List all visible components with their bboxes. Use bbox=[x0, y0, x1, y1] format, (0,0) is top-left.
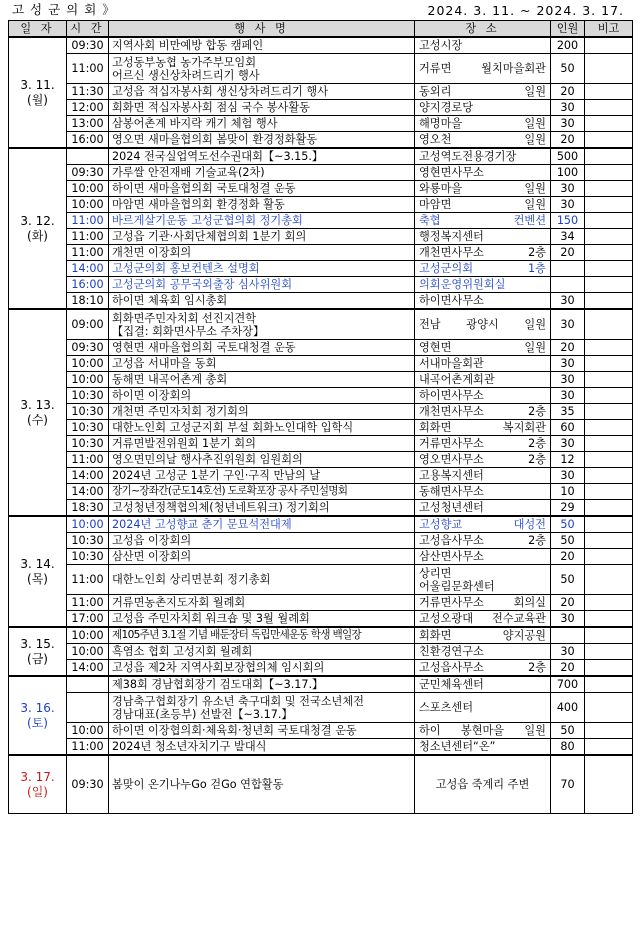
note-cell bbox=[585, 100, 633, 116]
table-row bbox=[9, 595, 633, 611]
note-cell bbox=[585, 356, 633, 372]
event-cell: 고성동부농협 농가주부모임회 어르신 생신상차려드리기 행사 bbox=[109, 54, 415, 84]
place-cell: 영현면 일원 bbox=[415, 340, 551, 356]
time-cell: 11:00 bbox=[67, 565, 109, 595]
count-cell: 30 bbox=[551, 116, 585, 132]
event-cell: 거류면농촌지도자회 월례회 bbox=[109, 595, 415, 611]
event-cell: 2024년 고성군 1분기 구인·구직 만남의 날 bbox=[109, 468, 415, 484]
place-cell: 하이 봉현마을 일원 bbox=[415, 723, 551, 739]
count-cell: 50 bbox=[551, 54, 585, 84]
table-row bbox=[9, 723, 633, 739]
time-cell: 14:00 bbox=[67, 261, 109, 277]
note-cell bbox=[585, 533, 633, 549]
time-cell: 14:00 bbox=[67, 660, 109, 677]
note-cell bbox=[585, 293, 633, 310]
organization-title: 고 성 군 의 회 》 bbox=[12, 2, 116, 17]
place-cell: 개천면사무소 2층 bbox=[415, 245, 551, 261]
table-row bbox=[9, 644, 633, 660]
note-cell bbox=[585, 309, 633, 340]
count-cell: 34 bbox=[551, 229, 585, 245]
place-cell: 행정복지센터 bbox=[415, 229, 551, 245]
event-cell: 경남축구협회장기 유소년 축구대회 및 전국소년체전 경남대표(초등부) 선발전【~3.17.】 bbox=[109, 693, 415, 723]
time-cell: 11:00 bbox=[67, 213, 109, 229]
table-row bbox=[9, 565, 633, 595]
count-cell: 12 bbox=[551, 452, 585, 468]
count-cell: 50 bbox=[551, 516, 585, 533]
event-cell: 2024년 고성향교 춘기 문묘석전대제 bbox=[109, 516, 415, 533]
time-cell: 18:10 bbox=[67, 293, 109, 310]
count-cell: 30 bbox=[551, 100, 585, 116]
event-cell: 삼산면 이장회의 bbox=[109, 549, 415, 565]
day-date-cell bbox=[9, 676, 67, 755]
note-cell bbox=[585, 611, 633, 628]
note-cell bbox=[585, 627, 633, 644]
place-cell: 고성오광대 전수교육관 bbox=[415, 611, 551, 628]
col-header-time: 시 간 bbox=[67, 21, 109, 38]
weekday-label: (금) bbox=[27, 651, 48, 666]
place-cell: 동해면사무소 bbox=[415, 484, 551, 500]
weekday-label: (토) bbox=[27, 715, 48, 730]
time-cell: 11:00 bbox=[67, 54, 109, 84]
time-cell: 09:30 bbox=[67, 37, 109, 54]
place-cell: 청소년센터“온” bbox=[415, 739, 551, 756]
table-row bbox=[9, 309, 633, 340]
count-cell: 29 bbox=[551, 500, 585, 517]
table-row bbox=[9, 277, 633, 293]
event-cell: 고성청년정책협의체(청년네트워크) 정기회의 bbox=[109, 500, 415, 517]
day-date-cell bbox=[9, 37, 67, 148]
table-row bbox=[9, 197, 633, 213]
note-cell bbox=[585, 213, 633, 229]
count-cell: 30 bbox=[551, 611, 585, 628]
event-cell: 고성군의회 홍보컨텐츠 설명회 bbox=[109, 261, 415, 277]
count-cell: 30 bbox=[551, 293, 585, 310]
event-cell: 영현면 새마을협의회 국토대청결 운동 bbox=[109, 340, 415, 356]
time-cell: 11:00 bbox=[67, 595, 109, 611]
schedule-table bbox=[8, 20, 633, 814]
place-cell: 고성향교 대성전 bbox=[415, 516, 551, 533]
note-cell bbox=[585, 676, 633, 693]
count-cell: 20 bbox=[551, 549, 585, 565]
note-cell bbox=[585, 565, 633, 595]
count-cell: 30 bbox=[551, 372, 585, 388]
note-cell bbox=[585, 132, 633, 149]
place-cell: 거류면사무소 회의실 bbox=[415, 595, 551, 611]
date-label: 3. 13. bbox=[20, 397, 55, 412]
count-cell bbox=[551, 277, 585, 293]
time-cell: 10:00 bbox=[67, 197, 109, 213]
count-cell: 30 bbox=[551, 356, 585, 372]
table-row bbox=[9, 100, 633, 116]
place-cell: 상리면 어울림문화센터 bbox=[415, 565, 551, 595]
event-cell: 고성군의회 공무국외출장 심사위원회 bbox=[109, 277, 415, 293]
time-cell: 10:00 bbox=[67, 644, 109, 660]
note-cell bbox=[585, 340, 633, 356]
weekday-label: (화) bbox=[27, 228, 48, 243]
place-cell: 회화면 양지공원 bbox=[415, 627, 551, 644]
table-row bbox=[9, 627, 633, 644]
note-cell bbox=[585, 197, 633, 213]
place-cell: 친환경연구소 bbox=[415, 644, 551, 660]
place-cell: 영오면사무소 2층 bbox=[415, 452, 551, 468]
time-cell: 16:00 bbox=[67, 277, 109, 293]
event-cell: 하이면 새마을협의회 국토대청결 운동 bbox=[109, 181, 415, 197]
count-cell: 20 bbox=[551, 84, 585, 100]
table-row bbox=[9, 516, 633, 533]
event-cell: 장기~장좌간(군도14호선) 도로확포장 공사 주민설명회 bbox=[109, 484, 415, 500]
note-cell bbox=[585, 549, 633, 565]
event-cell: 봄맞이 온기나누Go 걷Go 연합활동 bbox=[109, 755, 415, 814]
table-row bbox=[9, 468, 633, 484]
count-cell: 20 bbox=[551, 595, 585, 611]
event-cell: 하이면 이장협의회·체육회·청년회 국토대청결 운동 bbox=[109, 723, 415, 739]
event-cell: 동해면 내곡어촌계 총회 bbox=[109, 372, 415, 388]
count-cell: 500 bbox=[551, 148, 585, 165]
time-cell: 11:30 bbox=[67, 84, 109, 100]
weekday-label: (목) bbox=[27, 571, 48, 586]
place-cell: 하이면사무소 bbox=[415, 293, 551, 310]
count-cell: 80 bbox=[551, 739, 585, 756]
table-row bbox=[9, 229, 633, 245]
table-row bbox=[9, 372, 633, 388]
day-date-cell bbox=[9, 755, 67, 814]
count-cell bbox=[551, 627, 585, 644]
event-cell: 고성읍 주민자치회 워크숍 및 3월 월례회 bbox=[109, 611, 415, 628]
count-cell: 30 bbox=[551, 197, 585, 213]
note-cell bbox=[585, 468, 633, 484]
note-cell bbox=[585, 404, 633, 420]
day-date-cell bbox=[9, 516, 67, 627]
table-row bbox=[9, 755, 633, 814]
note-cell bbox=[585, 165, 633, 181]
place-cell: 의회운영위원회실 bbox=[415, 277, 551, 293]
note-cell bbox=[585, 37, 633, 54]
time-cell bbox=[67, 148, 109, 165]
time-cell: 09:30 bbox=[67, 165, 109, 181]
time-cell: 10:30 bbox=[67, 388, 109, 404]
time-cell: 17:00 bbox=[67, 611, 109, 628]
place-cell: 고성읍사무소 2층 bbox=[415, 533, 551, 549]
note-cell bbox=[585, 420, 633, 436]
day-date-cell bbox=[9, 309, 67, 516]
time-cell: 10:00 bbox=[67, 372, 109, 388]
count-cell: 30 bbox=[551, 388, 585, 404]
place-cell: 거류면 월치마을회관 bbox=[415, 54, 551, 84]
note-cell bbox=[585, 660, 633, 677]
time-cell bbox=[67, 676, 109, 693]
place-cell: 동외리 일원 bbox=[415, 84, 551, 100]
note-cell bbox=[585, 723, 633, 739]
event-cell: 고성읍 적십자봉사회 생신상차려드리기 행사 bbox=[109, 84, 415, 100]
time-cell: 16:00 bbox=[67, 132, 109, 149]
weekday-label: (일) bbox=[27, 784, 48, 799]
place-cell: 고용복지센터 bbox=[415, 468, 551, 484]
table-row bbox=[9, 420, 633, 436]
table-row bbox=[9, 500, 633, 517]
date-label: 3. 16. bbox=[20, 700, 55, 715]
time-cell: 12:00 bbox=[67, 100, 109, 116]
col-header-count: 인원 bbox=[551, 21, 585, 38]
table-row bbox=[9, 132, 633, 149]
table-row bbox=[9, 388, 633, 404]
time-cell: 09:30 bbox=[67, 755, 109, 814]
place-cell: 내곡어촌계회관 bbox=[415, 372, 551, 388]
count-cell: 30 bbox=[551, 436, 585, 452]
table-row bbox=[9, 484, 633, 500]
table-row bbox=[9, 676, 633, 693]
table-row bbox=[9, 660, 633, 677]
table-row bbox=[9, 293, 633, 310]
time-cell: 10:30 bbox=[67, 436, 109, 452]
note-cell bbox=[585, 229, 633, 245]
event-cell: 영오면민의날 행사추진위원회 임원회의 bbox=[109, 452, 415, 468]
count-cell: 30 bbox=[551, 468, 585, 484]
table-row bbox=[9, 611, 633, 628]
time-cell: 10:30 bbox=[67, 549, 109, 565]
count-cell: 200 bbox=[551, 37, 585, 54]
event-cell: 삼봉어촌계 바지락 캐기 체험 행사 bbox=[109, 116, 415, 132]
place-cell: 영현면사무소 bbox=[415, 165, 551, 181]
table-row bbox=[9, 261, 633, 277]
table-row bbox=[9, 436, 633, 452]
col-header-note: 비고 bbox=[585, 21, 633, 38]
place-cell: 고성읍사무소 2층 bbox=[415, 660, 551, 677]
date-label: 3. 12. bbox=[20, 213, 55, 228]
table-row bbox=[9, 213, 633, 229]
time-cell: 11:00 bbox=[67, 245, 109, 261]
place-cell: 해명마을 일원 bbox=[415, 116, 551, 132]
col-header-place: 장 소 bbox=[415, 21, 551, 38]
note-cell bbox=[585, 84, 633, 100]
event-cell: 회화면 적십자봉사회 점심 국수 봉사활동 bbox=[109, 100, 415, 116]
count-cell: 150 bbox=[551, 213, 585, 229]
note-cell bbox=[585, 54, 633, 84]
table-row bbox=[9, 245, 633, 261]
count-cell bbox=[551, 261, 585, 277]
count-cell: 30 bbox=[551, 644, 585, 660]
count-cell: 35 bbox=[551, 404, 585, 420]
count-cell: 50 bbox=[551, 533, 585, 549]
time-cell: 10:00 bbox=[67, 627, 109, 644]
note-cell bbox=[585, 452, 633, 468]
count-cell: 60 bbox=[551, 420, 585, 436]
event-cell: 거류면발전위원회 1분기 회의 bbox=[109, 436, 415, 452]
note-cell bbox=[585, 644, 633, 660]
table-row bbox=[9, 165, 633, 181]
table-row bbox=[9, 54, 633, 84]
place-cell: 개천면사무소 2층 bbox=[415, 404, 551, 420]
time-cell: 11:00 bbox=[67, 229, 109, 245]
event-cell: 고성읍 기관·사회단체협의회 1분기 회의 bbox=[109, 229, 415, 245]
event-cell: 회화면주민자치회 선진지견학 【집결: 회화면사무소 주차장】 bbox=[109, 309, 415, 340]
event-cell: 지역사회 비만예방 합동 캠페인 bbox=[109, 37, 415, 54]
time-cell: 14:00 bbox=[67, 484, 109, 500]
note-cell bbox=[585, 595, 633, 611]
count-cell: 20 bbox=[551, 340, 585, 356]
place-cell: 고성역도전용경기장 bbox=[415, 148, 551, 165]
place-cell: 마암면 일원 bbox=[415, 197, 551, 213]
count-cell: 30 bbox=[551, 309, 585, 340]
time-cell: 09:30 bbox=[67, 340, 109, 356]
event-cell: 바르게살기운동 고성군협의회 정기총회 bbox=[109, 213, 415, 229]
note-cell bbox=[585, 436, 633, 452]
event-cell: 고성읍 이장회의 bbox=[109, 533, 415, 549]
weekday-label: (월) bbox=[27, 92, 48, 107]
event-cell: 대한노인회 고성군지회 부설 회화노인대학 입학식 bbox=[109, 420, 415, 436]
event-cell: 제38회 경남협회장기 검도대회【~3.17.】 bbox=[109, 676, 415, 693]
time-cell: 11:00 bbox=[67, 452, 109, 468]
time-cell: 10:00 bbox=[67, 723, 109, 739]
schedule-body bbox=[9, 37, 633, 814]
note-cell bbox=[585, 500, 633, 517]
place-cell: 회화면 복지회관 bbox=[415, 420, 551, 436]
event-cell: 제105주년 3.1절 기념 배둔장터 독립만세운동 학생 백일장 bbox=[109, 627, 415, 644]
place-cell: 양지경로당 bbox=[415, 100, 551, 116]
table-row bbox=[9, 404, 633, 420]
event-cell: 2024 전국실업역도선수권대회【~3.15.】 bbox=[109, 148, 415, 165]
event-cell: 2024년 청소년자치기구 발대식 bbox=[109, 739, 415, 756]
table-row bbox=[9, 84, 633, 100]
count-cell: 70 bbox=[551, 755, 585, 814]
count-cell: 30 bbox=[551, 181, 585, 197]
event-cell: 영오면 새마을협의회 봄맞이 환경정화활동 bbox=[109, 132, 415, 149]
count-cell: 50 bbox=[551, 565, 585, 595]
note-cell bbox=[585, 755, 633, 814]
table-row bbox=[9, 116, 633, 132]
table-row bbox=[9, 340, 633, 356]
table-row bbox=[9, 356, 633, 372]
place-cell: 축협 컨벤션 bbox=[415, 213, 551, 229]
time-cell: 13:00 bbox=[67, 116, 109, 132]
event-cell: 개천면 이장회의 bbox=[109, 245, 415, 261]
place-cell: 영오천 일원 bbox=[415, 132, 551, 149]
time-cell: 11:00 bbox=[67, 739, 109, 756]
date-label: 3. 11. bbox=[20, 77, 55, 92]
place-cell: 고성청년센터 bbox=[415, 500, 551, 517]
weekday-label: (수) bbox=[27, 412, 48, 427]
time-cell: 18:30 bbox=[67, 500, 109, 517]
day-date-cell bbox=[9, 148, 67, 309]
place-cell: 삼산면사무소 bbox=[415, 549, 551, 565]
table-row bbox=[9, 452, 633, 468]
event-cell: 흑염소 협회 고성지회 월례회 bbox=[109, 644, 415, 660]
table-header-row bbox=[9, 21, 633, 38]
note-cell bbox=[585, 181, 633, 197]
event-cell: 고성읍 제2차 지역사회보장협의체 임시회의 bbox=[109, 660, 415, 677]
place-cell: 전남 광양시 일원 bbox=[415, 309, 551, 340]
header-bar bbox=[8, 2, 632, 18]
table-row bbox=[9, 549, 633, 565]
place-cell: 서내마을회관 bbox=[415, 356, 551, 372]
table-row bbox=[9, 739, 633, 756]
time-cell: 09:00 bbox=[67, 309, 109, 340]
col-header-event: 행 사 명 bbox=[109, 21, 415, 38]
col-header-date: 일 자 bbox=[9, 21, 67, 38]
count-cell: 50 bbox=[551, 723, 585, 739]
count-cell: 20 bbox=[551, 660, 585, 677]
time-cell: 10:00 bbox=[67, 356, 109, 372]
note-cell bbox=[585, 245, 633, 261]
note-cell bbox=[585, 277, 633, 293]
note-cell bbox=[585, 148, 633, 165]
time-cell: 10:30 bbox=[67, 533, 109, 549]
event-cell: 하이면 체육회 임시총회 bbox=[109, 293, 415, 310]
place-cell: 거류면사무소 2층 bbox=[415, 436, 551, 452]
table-row bbox=[9, 533, 633, 549]
date-label: 3. 17. bbox=[20, 769, 55, 784]
count-cell: 10 bbox=[551, 484, 585, 500]
date-label: 3. 15. bbox=[20, 636, 55, 651]
note-cell bbox=[585, 261, 633, 277]
place-cell: 고성군의회 1층 bbox=[415, 261, 551, 277]
day-date-cell bbox=[9, 627, 67, 676]
place-cell: 하이면사무소 bbox=[415, 388, 551, 404]
event-cell: 마암면 새마을협의회 환경정화 활동 bbox=[109, 197, 415, 213]
place-cell: 고성읍 죽계리 주변 bbox=[415, 755, 551, 814]
note-cell bbox=[585, 693, 633, 723]
note-cell bbox=[585, 116, 633, 132]
place-cell: 군민체육센터 bbox=[415, 676, 551, 693]
note-cell bbox=[585, 739, 633, 756]
time-cell: 10:30 bbox=[67, 420, 109, 436]
event-cell: 개천면 주민자치회 정기회의 bbox=[109, 404, 415, 420]
count-cell: 20 bbox=[551, 245, 585, 261]
count-cell: 700 bbox=[551, 676, 585, 693]
count-cell: 20 bbox=[551, 132, 585, 149]
event-cell: 가루쌀 안전재배 기술교육(2차) bbox=[109, 165, 415, 181]
time-cell: 10:00 bbox=[67, 181, 109, 197]
table-row bbox=[9, 693, 633, 723]
event-cell: 대한노인회 상리면분회 정기총회 bbox=[109, 565, 415, 595]
note-cell bbox=[585, 388, 633, 404]
table-row bbox=[9, 181, 633, 197]
note-cell bbox=[585, 372, 633, 388]
table-row bbox=[9, 37, 633, 54]
place-cell: 와룡마을 일원 bbox=[415, 181, 551, 197]
time-cell bbox=[67, 693, 109, 723]
place-cell: 고성시장 bbox=[415, 37, 551, 54]
place-cell: 스포츠센터 bbox=[415, 693, 551, 723]
schedule-period: 2024. 3. 11. ~ 2024. 3. 17. bbox=[427, 3, 624, 18]
table-row bbox=[9, 148, 633, 165]
time-cell: 10:30 bbox=[67, 404, 109, 420]
note-cell bbox=[585, 484, 633, 500]
count-cell: 400 bbox=[551, 693, 585, 723]
event-cell: 하이면 이장회의 bbox=[109, 388, 415, 404]
event-cell: 고성읍 서내마을 동회 bbox=[109, 356, 415, 372]
date-label: 3. 14. bbox=[20, 556, 55, 571]
note-cell bbox=[585, 516, 633, 533]
time-cell: 14:00 bbox=[67, 468, 109, 484]
count-cell: 100 bbox=[551, 165, 585, 181]
time-cell: 10:00 bbox=[67, 516, 109, 533]
